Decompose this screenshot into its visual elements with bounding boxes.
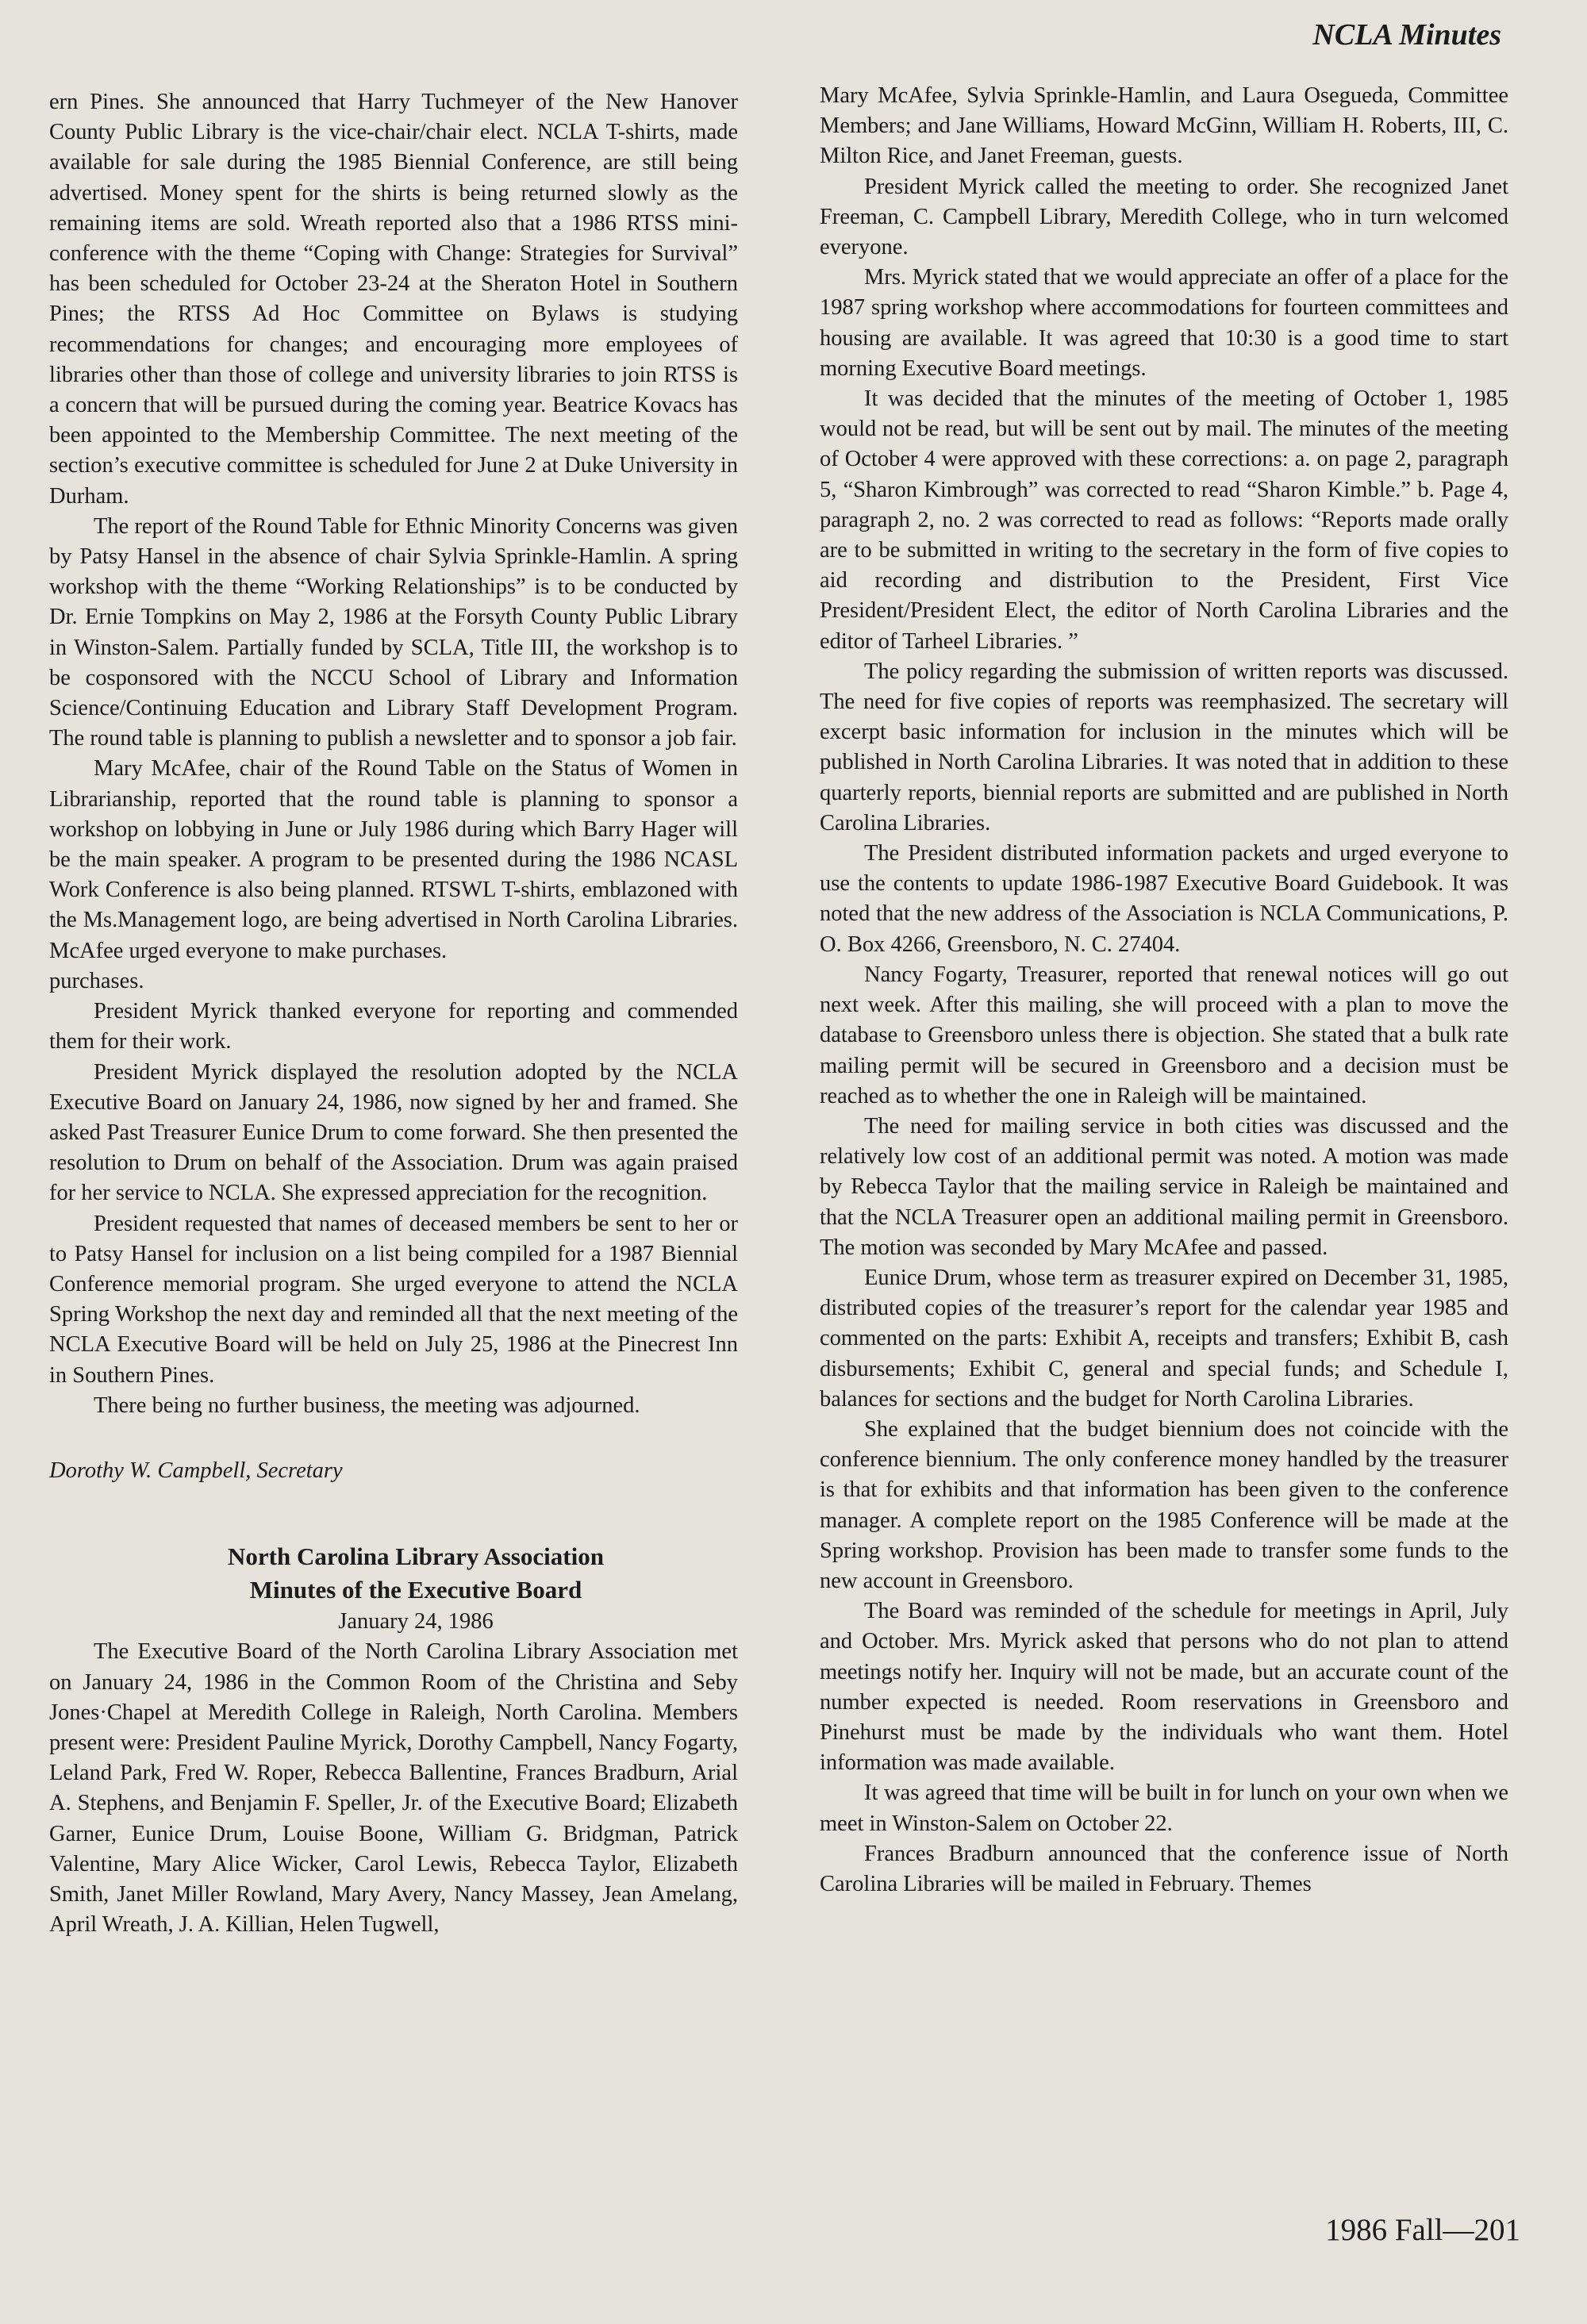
paragraph: The need for mailing service in both cities was discussed and the relatively low cost of an additional permit was noted. A motion was made by Rebecca Taylor that the mailing service in Raleigh be maintained and that the NCLA Treasurer open an additional mailing permit in Greensboro. The motion was seconded by Mary McAfee and passed.	[820, 1113, 1508, 1260]
paragraph: President Myrick thanked everyone for reporting and commended them for their work.	[49, 999, 738, 1054]
paragraph: Mary McAfee, Sylvia Sprinkle-Hamlin, and Laura Osegueda, Committee Members; and Jane Williams, Howard McGinn, William H. Roberts, III, C. Milton Rice, and Janet Freeman, guests.	[820, 83, 1508, 169]
paragraph: President Myrick called the meeting to order. She recognized Janet Freeman, C. Campbell Library, Meredith College, who in turn welcomed everyone.	[820, 174, 1508, 260]
paragraph: The report of the Round Table for Ethnic Minority Concerns was given by Patsy Hansel in the absence of chair Sylvia Sprinkle-Hamlin. A spring workshop with the theme “Working Relationships” is to be conducted by Dr. Ernie Tompkins on May 2, 1986 at the Forsyth County Public Library in Winston-Salem. Partially funded by SCLA, Title III, the workshop is to be cosponsored with the NCCU School of Library and Information Science/Continuing Education and Library Staff Development Program. The round table is planning to publish a newsletter and to sponsor a job fair.	[49, 513, 738, 751]
section-title: North Carolina Library Association	[228, 1542, 604, 1571]
paragraph: Nancy Fogarty, Treasurer, reported that renewal notices will go out next week. After this mailing, she will proceed with a plan to move the database to Greensboro unless there is objection. She stated that a bulk rate mailing permit will be secured in Greensboro and a decision must be reached as to whether the one in Raleigh will be maintained.	[820, 962, 1508, 1108]
paragraph: She explained that the budget biennium does not coincide with the conference biennium. The only conference money handled by the treasurer is that for exhibits and that information has been given to the conference manager. A complete report on the 1985 Conference will be made at the Spring workshop. Provision has been made to transfer some funds to the new account in Greensboro.	[820, 1416, 1508, 1593]
paragraph: Mrs. Myrick stated that we would appreciate an offer of a place for the 1987 spring workshop where accommodations for fourteen committees and housing are available. It was agreed that 10:30 is a good time to start morning Executive Board meetings.	[820, 265, 1508, 381]
paragraph: It was agreed that time will be built in for lunch on your own when we meet in Winston-Salem on October 22.	[820, 1780, 1508, 1836]
page-number: 1986 Fall—201	[1325, 2213, 1520, 2247]
paragraph: purchases.	[49, 968, 144, 993]
paragraph: Eunice Drum, whose term as treasurer expired on December 31, 1985, distributed copies of the treasurer’s report for the calendar year 1985 and commented on the parts: Exhibit A, receipts and transfers; Exhibit B, cash disbursements; Exhibit C, general and special funds; and Schedule I, balances for sections and the budget for North Carolina Libraries.	[820, 1265, 1508, 1412]
paragraph: The Board was reminded of the schedule for meetings in April, July and October. Mrs. Myrick asked that persons who do not plan to attend meetings notify her. Inquiry will not be made, but an accurate count of the number expected is needed. Room reservations in Greensboro and Pinehurst must be made by the individuals who want them. Hotel information was made available.	[820, 1599, 1508, 1776]
paragraph: Frances Bradburn announced that the conference issue of North Carolina Libraries will be mailed in February. Themes	[820, 1841, 1508, 1896]
section-date: January 24, 1986	[338, 1609, 494, 1634]
paragraph: Mary McAfee, chair of the Round Table on the Status of Women in Librarianship, reported that the round table is planning to sponsor a workshop on lobbying in June or July 1986 during which Barry Hager will be the main speaker. A program to be presented during the 1986 NCASL Work Conference is also being planned. RTSWL T-shirts, emblazoned with the Ms.Management logo, are being advertised in North Carolina Libraries. McAfee urged everyone to make purchases.	[49, 756, 738, 963]
paragraph: The policy regarding the submission of written reports was discussed. The need for five copies of reports was reemphasized. The secretary will excerpt basic information for inclusion in the minutes which will be published in North Carolina Libraries. It was noted that in addition to these quarterly reports, biennial reports are submitted and are published in North Carolina Libraries.	[820, 659, 1508, 835]
paragraph: President requested that names of deceased members be sent to her or to Patsy Hansel for inclusion on a list being compiled for a 1987 Biennial Conference memorial program. She urged everyone to attend the NCLA Spring Workshop the next day and reminded all that the next meeting of the NCLA Executive Board will be held on July 25, 1986 at the Pinecrest Inn in Southern Pines.	[49, 1211, 738, 1388]
paragraph: ern Pines. She announced that Harry Tuchmeyer of the New Hanover County Public Library is the vice-chair/chair elect. NCLA T-shirts, made available for sale during the 1985 Biennial Conference, are still being advertised. Money spent for the shirts is being returned slowly as the remaining items are sold. Wreath reported also that a 1986 RTSS mini-conference with the theme “Coping with Change: Strategies for Survival” has been scheduled for October 23-24 at the Sheraton Hotel in Southern Pines; the RTSS Ad Hoc Committee on Bylaws is studying recommendations for changes; and encouraging more employees of libraries other than those of college and university libraries to join RTSS is a concern that will be pursued during the coming year. Beatrice Kovacs has been appointed to the Membership Committee. The next meeting of the section’s executive committee is scheduled for June 2 at Duke University in Durham.	[49, 90, 738, 509]
paragraph: President Myrick displayed the resolution adopted by the NCLA Executive Board on January 24, 1986, now signed by her and framed. She asked Past Treasurer Eunice Drum to come forward. She then presented the resolution to Drum on behalf of the Association. Drum was again praised for her service to NCLA. She expressed appreciation for the recognition.	[49, 1059, 738, 1206]
paragraph: It was decided that the minutes of the meeting of October 1, 1985 would not be read, but will be sent out by mail. The minutes of the meeting of October 4 were approved with these corrections: a. on page 2, paragraph 5, “Sharon Kimbrough” was corrected to read “Sharon Kimble.” b. Page 4, paragraph 2, no. 2 was corrected to read as follows: “Reports made orally are to be submitted in writing to the secretary in the form of five copies to aid recording and distribution to the President, First Vice President/President Elect, the editor of North Carolina Libraries and the editor of Tarheel Libraries. ”	[820, 386, 1508, 654]
section-subtitle: Minutes of the Executive Board	[249, 1576, 582, 1604]
running-head: NCLA Minutes	[1312, 18, 1501, 52]
right-column	[820, 81, 1508, 1900]
secretary-signature: Dorothy W. Campbell, Secretary	[49, 1458, 343, 1483]
paragraph: There being no further business, the meeting was adjourned.	[94, 1392, 640, 1418]
left-column	[49, 87, 738, 1940]
paragraph: The President distributed information packets and urged everyone to use the contents to update 1986-1987 Executive Board Guidebook. It was noted that the new address of the Association is NCLA Communications, P. O. Box 4266, Greensboro, N. C. 27404.	[820, 841, 1508, 957]
paragraph: The Executive Board of the North Carolina Library Association met on January 24, 1986 in the Common Room of the Christina and Seby Jones·Chapel at Meredith College in Raleigh, North Carolina. Members present were: President Pauline Myrick, Dorothy Campbell, Nancy Fogarty, Leland Park, Fred W. Roper, Rebecca Ballentine, Frances Bradburn, Arial A. Stephens, and Benjamin F. Speller, Jr. of the Executive Board; Elizabeth Garner, Eunice Drum, Louise Boone, William G. Bridgman, Patrick Valentine, Mary Alice Wicker, Carol Lewis, Rebecca Taylor, Elizabeth Smith, Janet Miller Rowland, Mary Avery, Nancy Massey, Jean Amelang, April Wreath, J. A. Killian, Helen Tugwell,	[49, 1639, 738, 1938]
